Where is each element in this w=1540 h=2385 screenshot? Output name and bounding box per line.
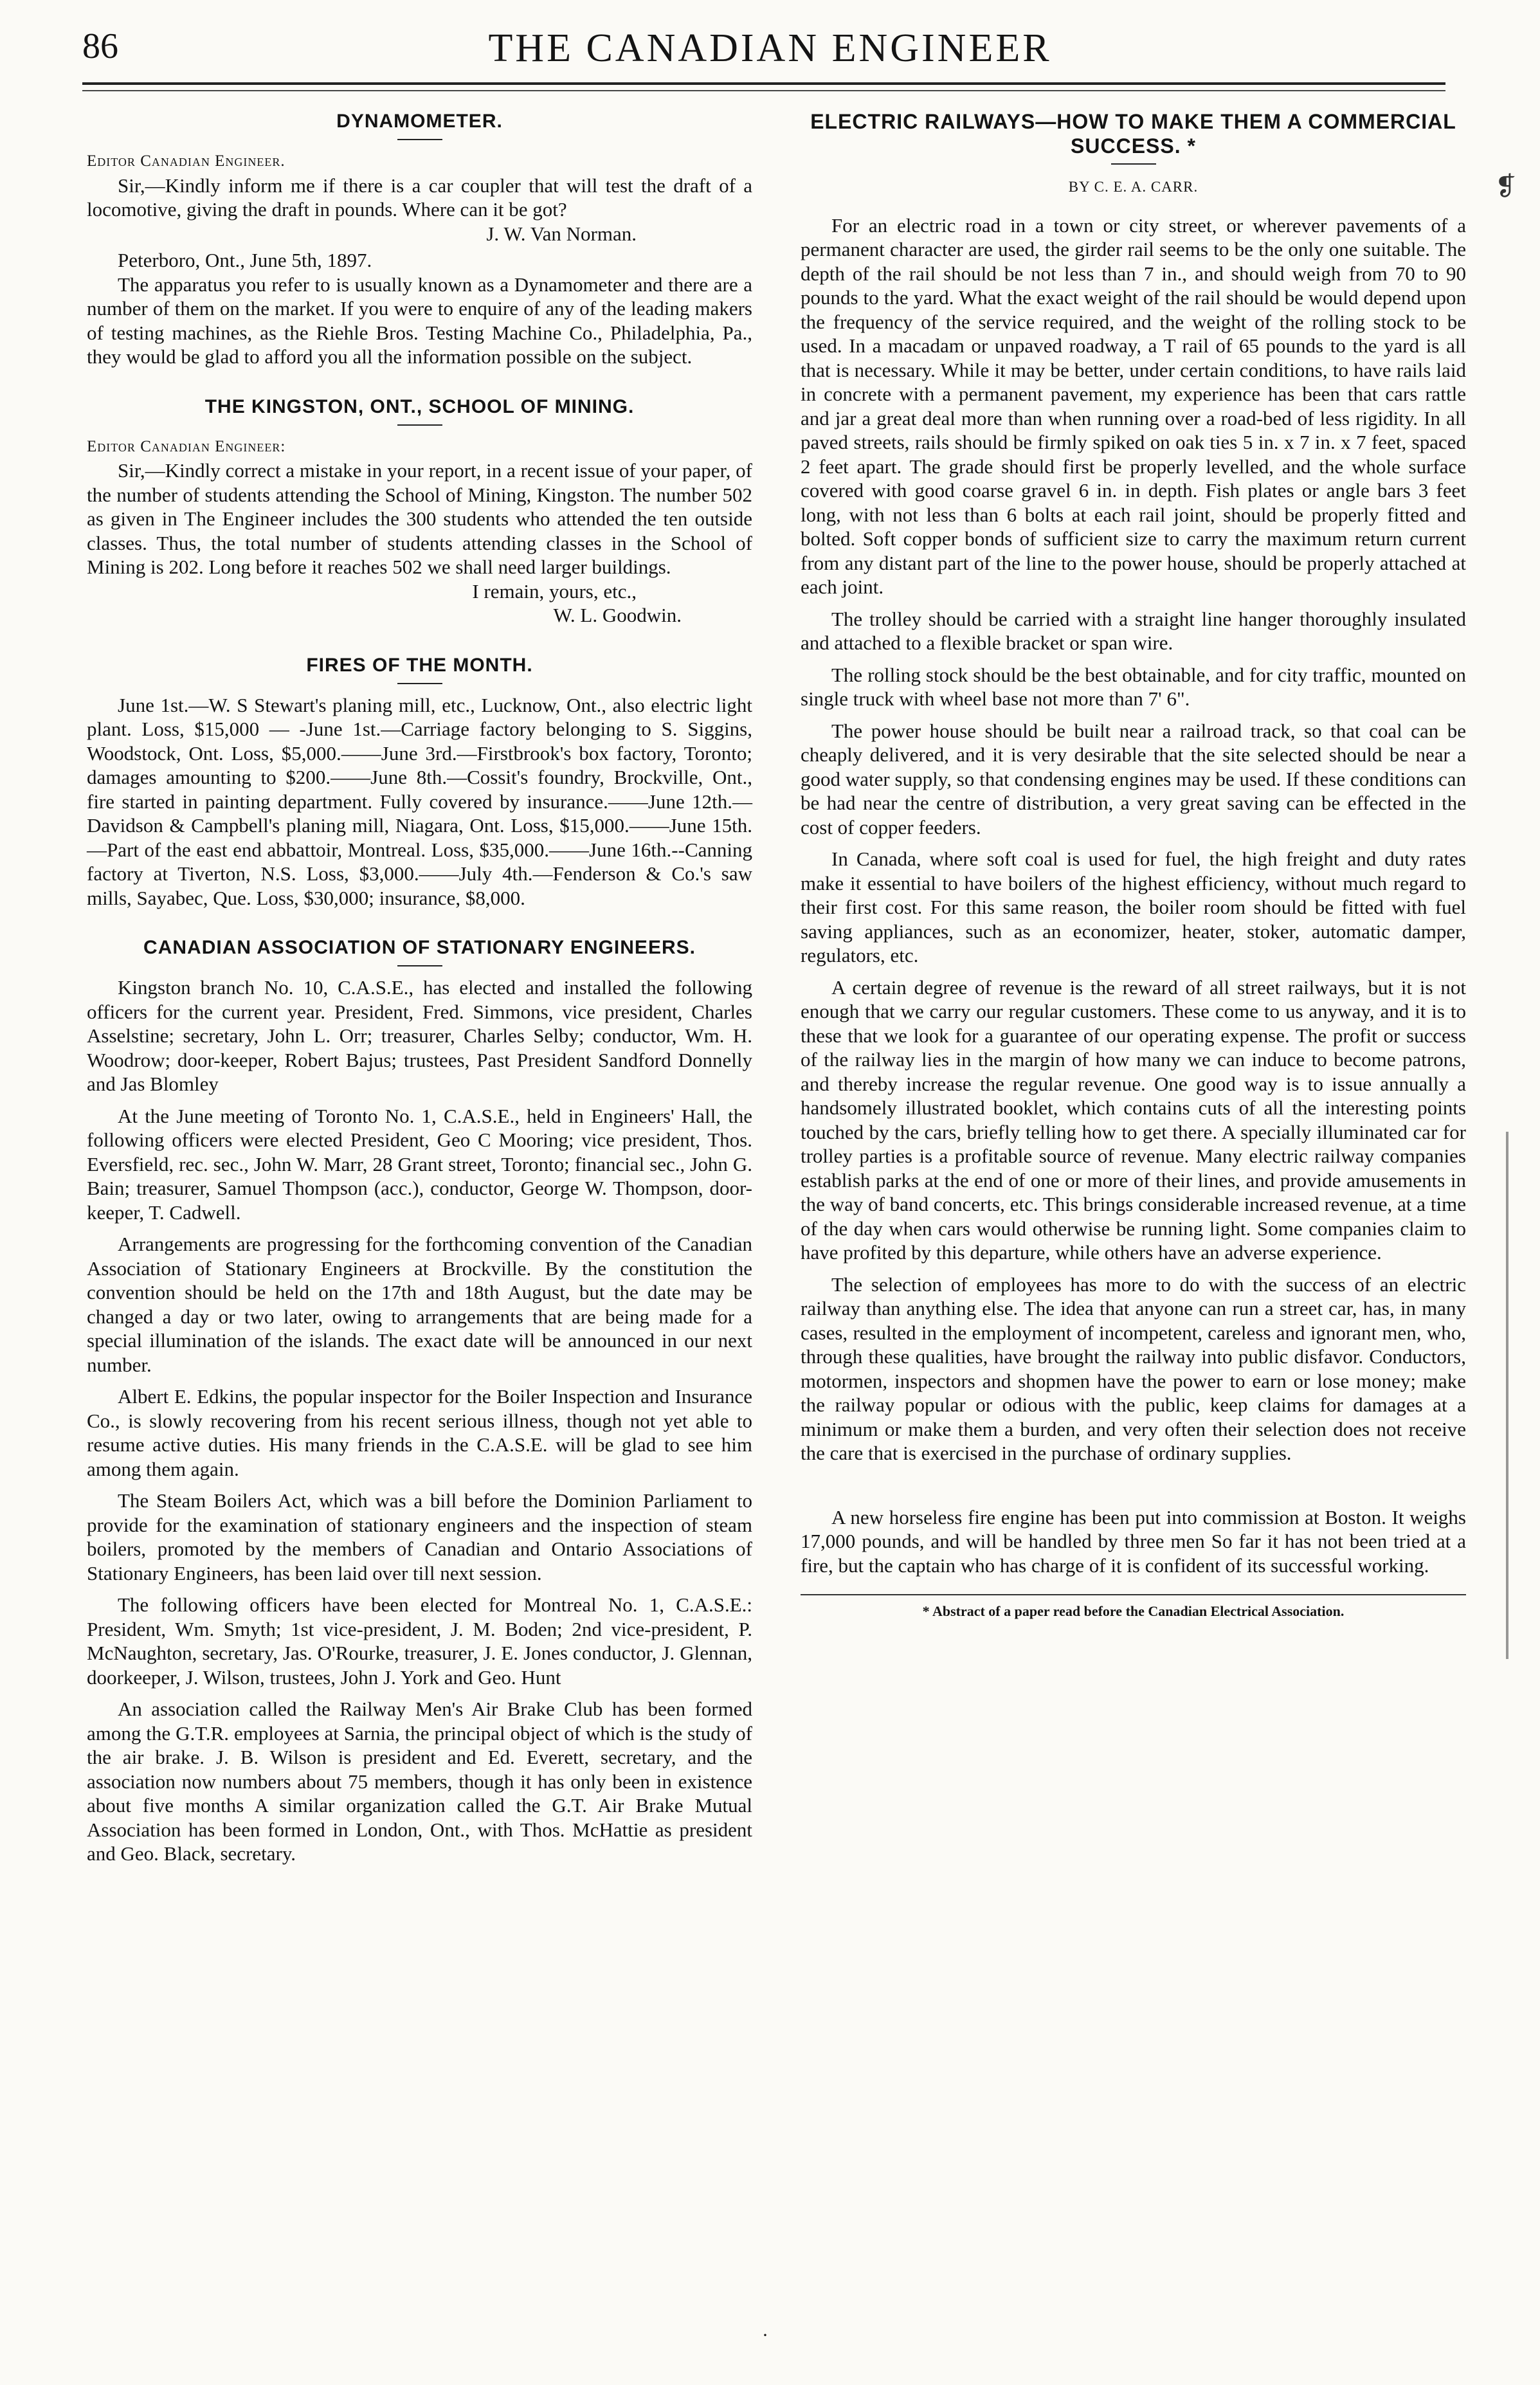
case-paragraph: An association called the Railway Men's Air Brake Club has been formed among the G.T.R. employees at Sarnia, the principal object of which is the study of the air brake. J. B. Wilson is president and Ed. Everett, secretary, and the association now numbers about 75 members, though it has only been in existence about five months A similar organization called the G.T. Air Brake Mutual Association has been formed in London, Ont., with Thos. McHattie as president and Geo. Black, secretary. — [87, 1698, 752, 1865]
kingston-heading: THE KINGSTON, ONT., SCHOOL OF MINING. — [204, 395, 635, 417]
article-paragraph: The selection of employees has more to do with the success of an electric railway than anything else. The idea that anyone can run a street car, has, in many cases, resulted in the employment of incompetent, careless and ignorant men, who, through these qualities, have brought the railway into public disfavor. Conductors, motormen, inspectors and shopmen have the power to earn or lose money; make the railway popular or odious with the public, keep claims for damages at a minimum or make them a burden, and very often their selection does not receive the care that is exercised in the purchase of ordinary supplies. — [801, 1273, 1466, 1464]
case-paragraph: At the June meeting of Toronto No. 1, C.A.S.E., held in Engineers' Hall, the following officers were elected President, Geo C Mooring; vice president, Thos. Eversfield, rec. sec., John W. Marr, 28 Grant street, Toronto; financial sec., John G. Bain; treasurer, Samuel Thompson (acc.), conductor, George W. Thompson, door-keeper, T. Cadwell. — [87, 1104, 752, 1224]
header-rule-thin — [82, 90, 1445, 91]
heading-rule — [397, 139, 442, 140]
kingston-closing: I remain, yours, etc., — [472, 579, 637, 603]
article-footnote: * Abstract of a paper read before the Canadian Electrical Association. — [922, 1603, 1345, 1619]
header-rule — [82, 82, 1445, 85]
kingston-salutation: Editor Canadian Engineer: — [87, 437, 286, 455]
dynamometer-dateline: Peterboro, Ont., June 5th, 1897. — [118, 249, 372, 271]
dynamometer-reply: The apparatus you refer to is usually known as a Dynamometer and there are a number of them on the market. If you were to enquire of any of the leading makers of testing machines, as the Riehle Bros. Testing Machine Co., Philadelphia, Pa., they would be glad to afford you all the information possible on the subject. — [87, 273, 752, 368]
section-gap — [801, 1473, 1466, 1505]
article-paragraph: The power house should be built near a railroad track, so that coal can be cheaply delivered, and it is very desirable that the site selected should be near a good water supply, so that condensing engines may be used. If these conditions can be had near the centre of distribution, a very great saving can be effected in the cost of copper feeders. — [801, 719, 1466, 839]
fire-engine-text: A new horseless fire engine has been put into commission at Boston. It weighs 17,000 pounds, and will be handled by three men So far it has not been tried at a fire, but the captain who has charge of it is confident of its successful working. — [801, 1505, 1466, 1577]
fires-text: June 1st.—W. S Stewart's planing mill, etc., Lucknow, Ont., also electric light plant. Loss, $15,000 — -June 1st.—Carriage factory belonging to S. Siggins, Woodstock, Ont. Loss, $5,000.——June 3rd.—Firstbrook's box factory, Toronto; damages amounting to $200.——June 8th.—Cossit's foundry, Brockville, Ont., fire started in painting department. Fully covered by insurance.——June 12th.—Davidson & Campbell's planing mill, Niagara, Ont. Loss, $15,000.——June 15th.—Part of the east end abbattoir, Montreal. Loss, $35,000.——June 16th.--Canning factory at Tiverton, N.S. Loss, $3,000.——July 4th.—Fenderson & Co.'s saw mills, Sayabec, Que. Loss, $30,000; insurance, $8,000. — [87, 693, 752, 909]
electric-railways-heading: ELECTRIC RAILWAYS—HOW TO MAKE THEM A COMMERCIAL SUCCESS. * — [810, 110, 1456, 158]
right-column — [801, 96, 1466, 1621]
left-column — [87, 96, 752, 1874]
case-paragraph: Kingston branch No. 10, C.A.S.E., has elected and installed the following officers for the current year. President, Fred. Simmons, vice president, Charles Asselstine; secretary, John L. Orr; treasurer, Charles Selby; conductor, Wm. H. Woodrow; door-keeper, Robert Bajus; trustees, Past President Sandford Donnelly and Jas Blomley — [87, 976, 752, 1095]
page-number: 86 — [82, 26, 118, 66]
margin-ornament-icon: ❡ — [1495, 172, 1517, 201]
case-paragraph: The following officers have been elected for Montreal No. 1, C.A.S.E.: President, Wm. Smyth; 1st vice-president, J. M. Boden; 2nd vice-president, P. McNaughton, secretary, Jas. O'Rourke, treasurer, J. E. Jones conductor, J. Glennan, doorkeeper, J. Wilson, trustees, John J. York and Geo. Hunt — [87, 1593, 752, 1689]
case-heading: CANADIAN ASSOCIATION OF STATIONARY ENGINEERS. — [143, 937, 696, 958]
article-paragraph: The rolling stock should be the best obtainable, and for city traffic, mounted on single truck with wheel base not more than 7' 6". — [801, 663, 1466, 710]
case-paragraph: The Steam Boilers Act, which was a bill before the Dominion Parliament to provide for the examination of stationary engineers and the inspection of steam boilers, promoted by the members of Canadian and Ontario Associations of Stationary Engineers, has been laid over till next session. — [87, 1489, 752, 1584]
heading-rule — [397, 424, 442, 426]
case-article — [87, 936, 752, 1866]
masthead-title: THE CANADIAN ENGINEER — [488, 26, 1052, 70]
case-paragraph: Albert E. Edkins, the popular inspector for the Boiler Inspection and Insurance Co., is slowly recovering from his recent serious illness, though not yet able to resume active duties. His many friends in the C.A.S.E. will be glad to see him among them again. — [87, 1385, 752, 1480]
article-byline: BY C. E. A. CARR. — [1068, 179, 1199, 195]
heading-rule — [1111, 163, 1156, 165]
dynamometer-article — [87, 109, 752, 369]
article-paragraph: The trolley should be carried with a straight line hanger thoroughly insulated and attached to a flexible bracket or span wire. — [801, 607, 1466, 654]
dynamometer-signature: J. W. Van Norman. — [486, 222, 637, 245]
case-paragraph: Arrangements are progressing for the forthcoming convention of the Canadian Association of Stationary Engineers at Brockville. By the constitution the convention should be held on the 17th and 18th August, but the date may be changed a day or two later, owing to arrangements that are being made for a special illumination of the islands. The exact date will be announced in our next number. — [87, 1233, 752, 1376]
kingston-article — [87, 395, 752, 628]
fire-engine-note — [801, 1505, 1466, 1578]
article-paragraph: A certain degree of revenue is the reward of all street railways, but it is not enough that we carry our regular customers. These come to us anyway, and it is to these that we look for a guarantee of our operating expense. The profit or success of the railway lies in the margin of how many we can induce to become patrons, and thereby increase the regular revenue. One good way is to issue annually a handsomely illustrated booklet, which contains cuts of all the interesting points touched by the cars, briefly telling how to get there. A specially illuminated car for trolley parties is a profitable source of revenue. Many electric railway companies establish parks at the end of one or more of their lines, and provide amusements in the way of band concerts, etc. This brings considerable increased revenue, at a time of the day when cars would otherwise be running light. Some companies claim to have profited by this departure, while others have an adverse experience. — [801, 975, 1466, 1264]
kingston-signature: W. L. Goodwin. — [553, 604, 682, 626]
kingston-letter: Sir,—Kindly correct a mistake in your report, in a recent issue of your paper, of the number of students attending the School of Mining, Kingston. The number 502 as given in The Engineer includes the 300 students who attended the ten outside classes. Thus, the total number of students attending classes in the School of Mining is 202. Long before it reaches 502 we shall need larger buildings. — [87, 459, 752, 578]
dynamometer-letter: Sir,—Kindly inform me if there is a car coupler that will test the draft of a locomotive, giving the draft in pounds. Where can it be got? — [87, 174, 752, 221]
footnote-rule — [801, 1594, 1466, 1595]
fires-article — [87, 653, 752, 911]
heading-rule — [397, 965, 442, 966]
bottom-mark: · — [762, 2325, 768, 2346]
dynamometer-heading: DYNAMOMETER. — [336, 111, 503, 132]
fires-heading: FIRES OF THE MONTH. — [306, 654, 533, 676]
article-paragraph: For an electric road in a town or city street, or wherever pavements of a permanent character are used, the girder rail seems to be the only one suitable. The depth of the rail should be not less than 7 in., and should weigh from 70 to 90 pounds to the yard. What the exact weight of the rail should be would depend upon the frequency of the service required, and the weight of the rolling stock to be used. In a macadam or unpaved roadway, a T rail of 65 pounds to the yard is all that is necessary. While it may be better, under certain conditions, to have rails laid in concrete with a permanent pavement, my experience has been that cars rattle and jar a great deal more than when running over a road-bed of less rigidity. In all paved streets, rails should be firmly spiked on oak ties 5 in. x 7 in. x 7 feet, spaced 2 feet apart. The grade should first be properly levelled, and the whole surface covered with good coarse gravel 6 in. in depth. Fish plates or angle bars 3 feet long, with not less than 6 bolts at each rail joint, should be properly fitted and bolted. Soft copper bonds of sufficient size to carry the maximum return current from any distant part of the line to the power house, should be properly attached at each joint. — [801, 213, 1466, 598]
electric-railways-article — [801, 109, 1466, 1465]
heading-rule — [397, 683, 442, 684]
dynamometer-salutation: Editor Canadian Engineer. — [87, 152, 285, 170]
article-paragraph: In Canada, where soft coal is used for fuel, the high freight and duty rates make it essential to have boilers of the highest efficiency, without much regard to their first cost. For this same reason, the boiler room should be fitted with fuel saving appliances, such as an economizer, heater, stoker, automatic damper, regulators, etc. — [801, 848, 1466, 966]
scan-edge-artifact — [1498, 1132, 1524, 1659]
